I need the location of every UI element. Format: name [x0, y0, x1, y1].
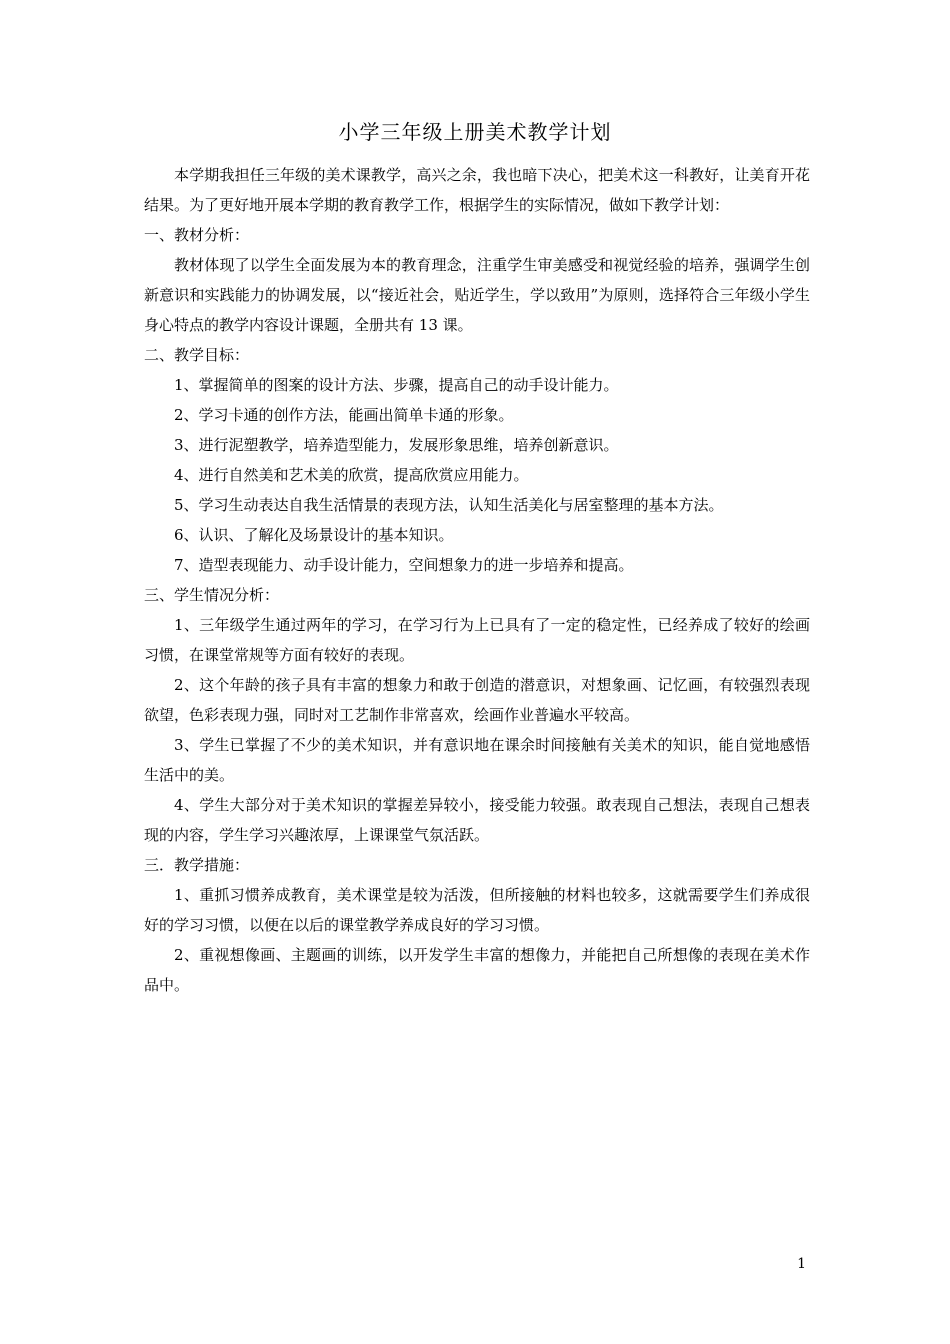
- document-body: [144, 160, 810, 1000]
- section-heading-teaching-measures: 三．教学措施：: [144, 856, 250, 874]
- list-item: 7、造型表现能力、动手设计能力，空间想象力的进一步培养和提高。: [174, 556, 634, 574]
- page-number: 1: [797, 1256, 806, 1272]
- list-item: 4、学生大部分对于美术知识的掌握差异较小，接受能力较强。敢表现自己想法，表现自己想表现的内容，学生学习兴趣浓厚，上课课堂气氛活跃。: [144, 796, 810, 844]
- list-item: 4、进行自然美和艺术美的欣赏，提高欣赏应用能力。: [174, 466, 529, 484]
- intro-paragraph: 本学期我担任三年级的美术课教学，高兴之余，我也暗下决心，把美术这一科教好，让美育开花结果。为了更好地开展本学期的教育教学工作，根据学生的实际情况，做如下教学计划：: [144, 166, 810, 214]
- list-item: 2、学习卡通的创作方法，能画出简单卡通的形象。: [174, 406, 514, 424]
- list-item: 1、掌握简单的图案的设计方法、步骤，提高自己的动手设计能力。: [174, 376, 619, 394]
- list-item: 3、进行泥塑教学，培养造型能力，发展形象思维，培养创新意识。: [174, 436, 619, 454]
- textbook-analysis-paragraph: 教材体现了以学生全面发展为本的教育理念，注重学生审美感受和视觉经验的培养，强调学生创新意识和实践能力的协调发展，以“接近社会，贴近学生，学以致用”为原则，选择符合三年级小学生身心特点的教学内容设计课题，全册共有 13 课。: [144, 256, 810, 334]
- list-item: 5、学习生动表达自我生活情景的表现方法，认知生活美化与居室整理的基本方法。: [174, 496, 724, 514]
- list-item: 2、这个年龄的孩子具有丰富的想象力和敢于创造的潜意识，对想象画、记忆画，有较强烈表现欲望，色彩表现力强，同时对工艺制作非常喜欢，绘画作业普遍水平较高。: [144, 676, 810, 724]
- document-title: 小学三年级上册美术教学计划: [338, 120, 612, 144]
- list-item: 1、三年级学生通过两年的学习，在学习行为上已具有了一定的稳定性，已经养成了较好的绘画习惯，在课堂常规等方面有较好的表现。: [144, 616, 810, 664]
- list-item: 2、重视想像画、主题画的训练，以开发学生丰富的想像力，并能把自己所想像的表现在美术作品中。: [144, 946, 810, 994]
- list-item: 3、学生已掌握了不少的美术知识，并有意识地在课余时间接触有关美术的知识，能自觉地感悟生活中的美。: [144, 736, 810, 784]
- section-heading-textbook-analysis: 一、教材分析：: [144, 226, 250, 244]
- section-heading-teaching-goals: 二、教学目标：: [144, 346, 250, 364]
- list-item: 6、认识、了解化及场景设计的基本知识。: [174, 526, 454, 544]
- section-heading-student-analysis: 三、学生情况分析：: [144, 586, 280, 604]
- list-item: 1、重抓习惯养成教育，美术课堂是较为活泼，但所接触的材料也较多，这就需要学生们养成很好的学习习惯，以便在以后的课堂教学养成良好的学习习惯。: [144, 886, 810, 934]
